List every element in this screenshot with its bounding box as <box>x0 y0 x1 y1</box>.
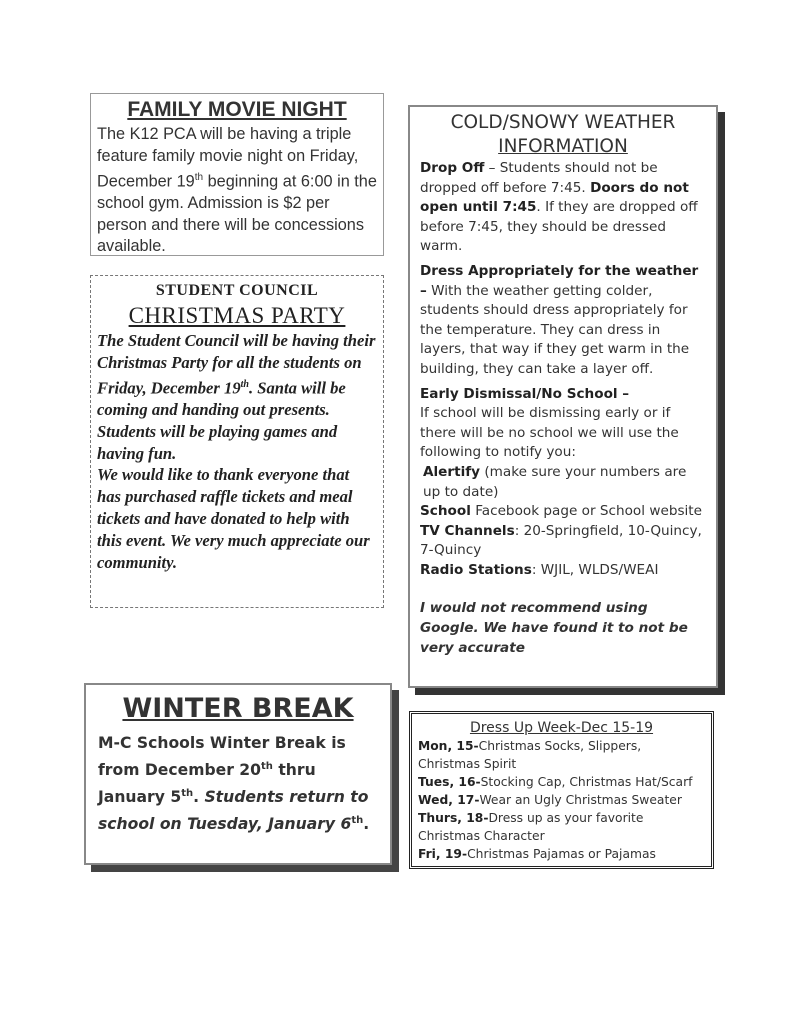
google-note: I would not recommend using Google. We have found it to not be very accurate <box>420 600 688 656</box>
winter-title: WINTER BREAK <box>122 693 354 724</box>
weather-info-box <box>408 105 718 688</box>
list-item: Wed, 17-Wear an Ugly Christmas Sweater <box>418 793 682 807</box>
council-text: The Student Council will be having their Christmas Party for all the students on Friday, December 19th. Santa will be coming and handing out presents. Students will be playing games and having fun. <box>97 331 376 463</box>
winter-break-box <box>84 683 392 865</box>
alertify-item: Alertify (make sure your numbers are up to date) <box>423 463 687 500</box>
winter-text: M-C Schools Winter Break is from December 20th thru January 5th. Students return to school on Tuesday, January 6th. <box>98 734 370 834</box>
movie-title: FAMILY MOVIE NIGHT <box>127 98 347 121</box>
list-item: Tues, 16-Stocking Cap, Christmas Hat/Scarf <box>418 775 693 789</box>
council-thanks: We would like to thank everyone that has purchased raffle tickets and meal tickets and have donated to help with this event. We very much appreciate our community. <box>97 465 370 572</box>
dress-up-title: Dress Up Week-Dec 15-19 <box>469 720 654 736</box>
council-subtitle: CHRISTMAS PARTY <box>128 303 346 328</box>
tv-item: TV Channels: 20-Springfield, 10-Quincy, 7-Quincy <box>420 522 702 559</box>
list-item: Fri, 19-Christmas Pajamas or Pajamas <box>418 847 656 861</box>
dress-up-week-box <box>409 711 714 869</box>
weather-title: COLD/SNOWY WEATHER INFORMATION <box>450 112 676 157</box>
early-dismissal-section: Early Dismissal/No School – If school will be dismissing early or if there will be no school we will use the following to notify you: <box>420 385 679 461</box>
student-council-box <box>90 275 384 608</box>
council-title: STUDENT COUNCIL <box>155 282 319 299</box>
movie-text: The K12 PCA will be having a triple feature family movie night on Friday, December 19th beginning at 6:00 in the school gym. Admission is $2 per person and there will be concessions available. <box>97 125 377 256</box>
family-movie-night-box <box>90 93 384 256</box>
radio-item: Radio Stations: WJIL, WLDS/WEAI <box>420 561 659 578</box>
dress-section: Dress Appropriately for the weather – With the weather getting colder, students should dress appropriately for the temperature. They can dress in layers, that way if they get warm in the building, they can take a layer off. <box>420 262 699 377</box>
drop-off-section: Drop Off – Students should not be dropped off before 7:45. Doors do not open until 7:45. If they are dropped off before 7:45, they should be dressed warm. <box>420 160 698 255</box>
school-item: School Facebook page or School website <box>420 503 703 520</box>
list-item: Mon, 15-Christmas Socks, Slippers, Christmas Spirit <box>418 739 642 771</box>
list-item: Thurs, 18-Dress up as your favorite Christmas Character <box>418 811 644 843</box>
